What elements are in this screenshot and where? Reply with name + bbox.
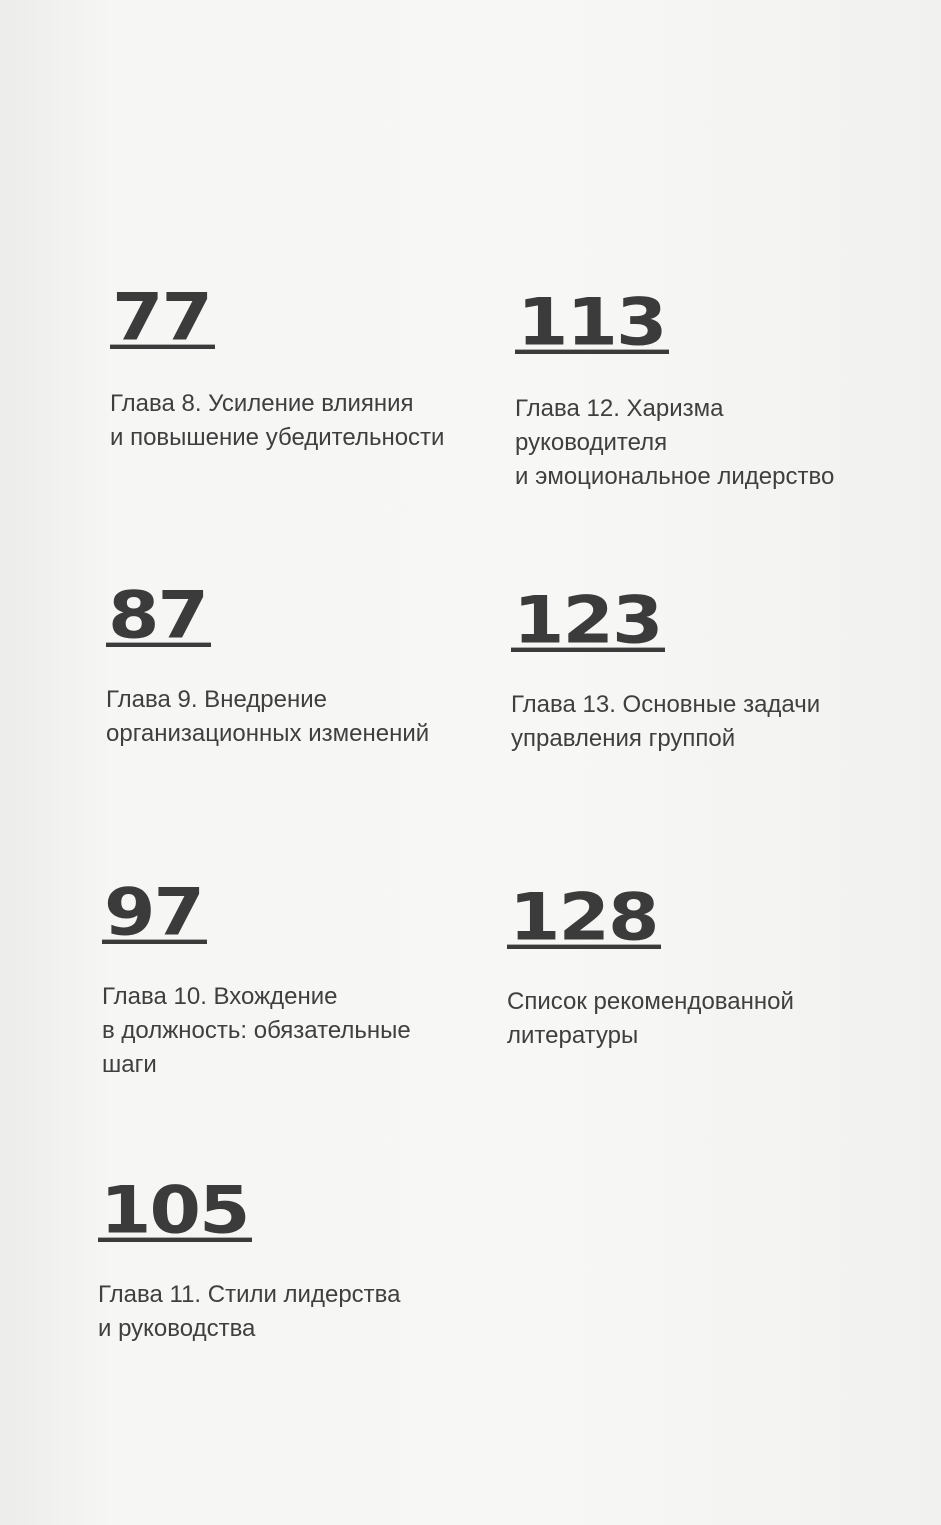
chapter-title: Глава 8. Усиление влияния и повышение убедительности (110, 390, 445, 451)
toc-entry-chapter-10[interactable] (102, 874, 482, 1082)
toc-entry-chapter-9[interactable] (106, 577, 486, 751)
toc-entry-chapter-12[interactable] (515, 284, 895, 494)
chapter-title: Список рекомендованной литературы (507, 988, 794, 1049)
toc-entry-chapter-11[interactable] (98, 1172, 478, 1346)
toc-entry-chapter-13[interactable] (511, 582, 891, 756)
chapter-title: Глава 11. Стили лидерства и руководства (98, 1281, 401, 1342)
page-number: 97 (102, 885, 207, 944)
chapter-title: Глава 12. Харизма руководителя и эмоциональное лидерство (515, 395, 835, 490)
page-number: 87 (106, 588, 211, 647)
chapter-title: Глава 10. Вхождение в должность: обязательные шаги (102, 983, 411, 1078)
page-number: 128 (507, 890, 661, 949)
chapter-title: Глава 9. Внедрение организационных изменений (106, 686, 430, 747)
page-number: 77 (110, 290, 215, 349)
chapter-title: Глава 13. Основные задачи управления группой (511, 691, 821, 752)
toc-entry-chapter-8[interactable] (110, 279, 490, 455)
page-number: 123 (511, 593, 665, 652)
toc-entry-bibliography[interactable] (507, 879, 887, 1053)
page-number: 105 (98, 1183, 252, 1242)
page-number: 113 (515, 295, 669, 354)
